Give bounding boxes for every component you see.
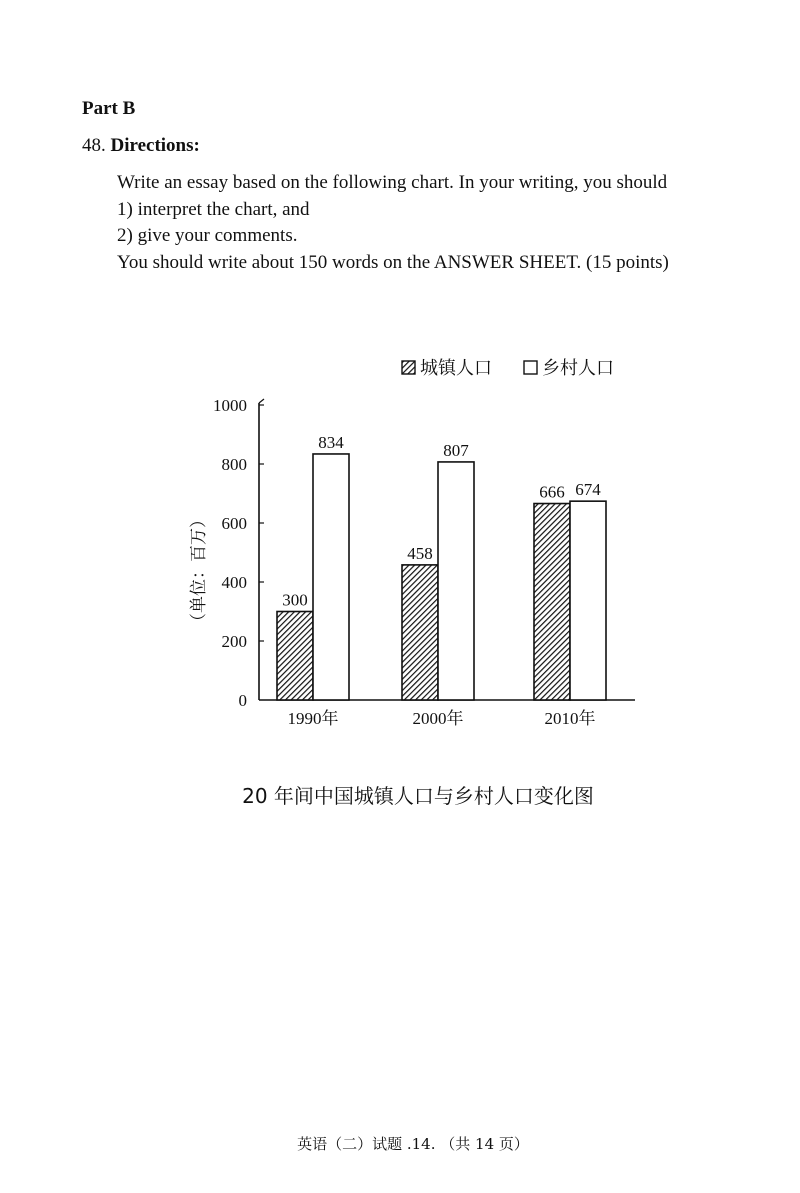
y-tick-label: 0 (238, 691, 247, 710)
y-axis-label: （单位：百万） (189, 511, 209, 630)
data-label: 807 (443, 440, 469, 460)
directions-label: Directions: (110, 135, 200, 156)
data-label: 834 (318, 432, 344, 452)
bar-urban (277, 612, 313, 701)
chart-title: 20 年间中国城镇人口与乡村人口变化图 (242, 784, 594, 808)
bar-rural (438, 462, 474, 700)
x-tick-label: 1990年 (287, 709, 339, 728)
bar-rural (313, 454, 349, 700)
x-tick-label: 2000年 (412, 709, 464, 728)
bar-urban (534, 504, 570, 700)
legend-swatch-rural (524, 361, 537, 374)
bar-rural (570, 501, 606, 700)
bar-urban (402, 565, 438, 700)
legend-label-rural: 乡村人口 (542, 358, 614, 379)
chart-legend (402, 358, 614, 379)
x-tick-label: 2010年 (544, 709, 596, 728)
legend-label-urban: 城镇人口 (420, 358, 492, 379)
data-label: 666 (539, 482, 565, 502)
legend-swatch-urban (402, 361, 415, 374)
page-footer: 英语（二）试题 .14. （共 14 页） (297, 1135, 529, 1153)
data-label: 674 (575, 480, 601, 500)
y-tick-label: 1000 (213, 396, 247, 415)
y-axis-cap (259, 399, 264, 403)
y-tick-label: 800 (221, 455, 247, 474)
directions-line: You should write about 150 words on the ANSWER SHEET. (15 points) (117, 251, 669, 273)
directions-body (117, 170, 669, 276)
part-title: Part B (82, 98, 136, 119)
population-bar-chart (170, 345, 650, 745)
data-label: 458 (407, 543, 433, 563)
y-tick-label: 200 (221, 632, 247, 651)
y-tick-label: 600 (221, 514, 247, 533)
question-heading (82, 135, 200, 157)
y-tick-label: 400 (221, 573, 247, 592)
question-number: 48. (82, 135, 106, 156)
data-label: 300 (282, 590, 308, 610)
directions-line: 1) interpret the chart, and (117, 198, 310, 220)
directions-line: Write an essay based on the following chart. In your writing, you should (117, 172, 668, 193)
chart-bars (277, 433, 606, 700)
directions-line: 2) give your comments. (117, 225, 298, 246)
